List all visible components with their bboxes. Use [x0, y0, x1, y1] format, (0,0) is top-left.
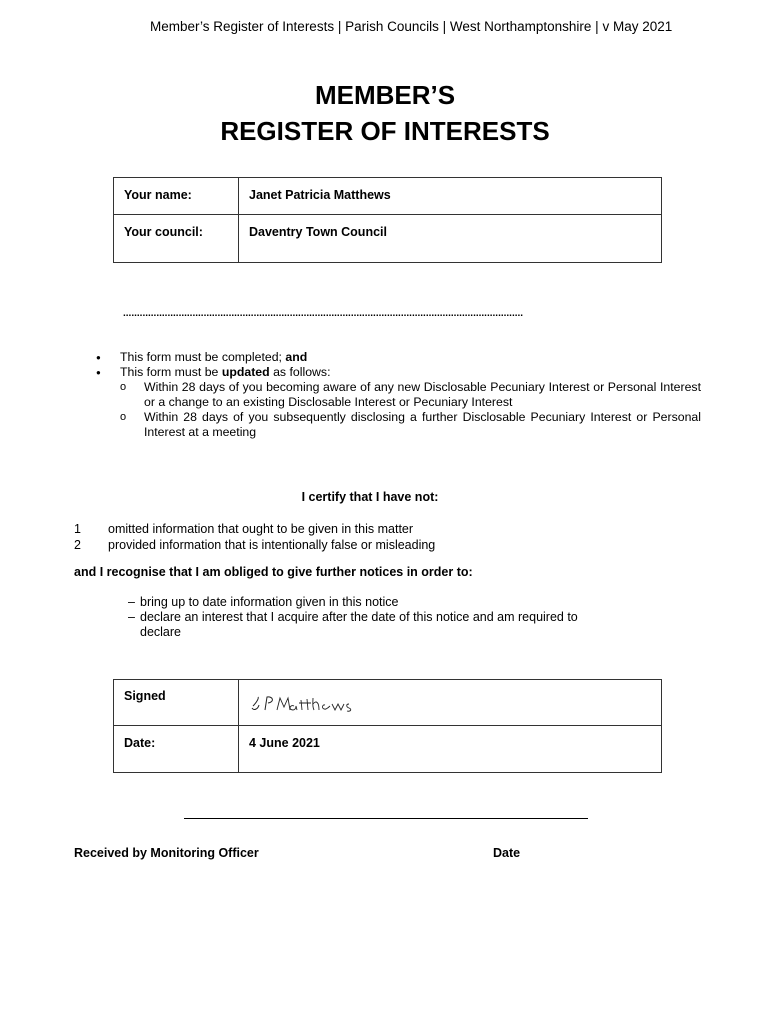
- certify-item-text: provided information that is intentionally false or misleading: [108, 538, 436, 552]
- date-label-cell: [114, 726, 239, 773]
- document-title-line2: REGISTER OF INTERESTS: [220, 116, 550, 146]
- instruction-item: [96, 365, 701, 440]
- recognise-statement: and I recognise that I am obliged to give further notices in order to:: [74, 565, 473, 579]
- certify-item-number: 2: [74, 538, 81, 552]
- certify-item-text: omitted information that ought to be given in this matter: [108, 522, 414, 536]
- instruction-text: as follows:: [269, 365, 331, 379]
- certify-item-number: 1: [74, 522, 81, 536]
- update-condition: o Within 28 days of you subsequently disclosing a further Disclosable Pecuniary Interest or Personal Interest at a meeting: [120, 410, 701, 440]
- council-label-cell: [114, 215, 239, 263]
- certify-item: [74, 537, 435, 553]
- signed-label-cell: [114, 680, 239, 726]
- name-value-cell: [239, 178, 662, 215]
- obligation-item: [128, 595, 608, 610]
- obligation-text: declare an interest that I acquire after the date of this notice and am required to declare: [140, 610, 578, 639]
- received-by-label: Received by Monitoring Officer: [74, 846, 259, 860]
- council-value-cell: [239, 215, 662, 263]
- dash-marker: –: [128, 595, 135, 609]
- certify-list: [74, 521, 435, 553]
- signature-cell: [239, 680, 662, 726]
- obligations-list: [128, 595, 608, 640]
- signed-label: Signed: [124, 689, 166, 703]
- update-condition: o Within 28 days of you becoming aware of any new Disclosable Pecuniary Interest or Personal Interest or a change to an existing Disclosable Interest or Pecuniary Interest: [120, 380, 701, 410]
- member-details-table: [113, 177, 662, 263]
- update-conditions-list: [120, 380, 701, 440]
- dotted-separator: ................................................................................................................................................: [123, 311, 524, 317]
- date-label: Date:: [124, 736, 156, 750]
- page-header: Member’s Register of Interests | Parish Councils | West Northamptonshire | v May 2021: [150, 19, 673, 34]
- instructions-list: [96, 350, 701, 440]
- date-value-cell: [239, 726, 662, 773]
- instruction-bold: and: [285, 350, 308, 364]
- certify-item: [74, 521, 435, 537]
- signature-table: [113, 679, 662, 773]
- obligation-text: bring up to date information given in this notice: [140, 595, 399, 609]
- obligation-item: [128, 610, 608, 640]
- footer-date-label: Date: [493, 846, 521, 860]
- dash-marker: –: [128, 610, 135, 624]
- instruction-bold: updated: [221, 365, 270, 379]
- handwritten-signature: [249, 690, 389, 720]
- council-label: Your council:: [124, 225, 203, 239]
- signature-line: [184, 818, 588, 819]
- instruction-item: [96, 350, 701, 365]
- name-label-cell: [114, 178, 239, 215]
- council-value: Daventry Town Council: [249, 225, 387, 239]
- instruction-text: This form must be completed;: [120, 350, 286, 364]
- name-label: Your name:: [124, 188, 192, 202]
- document-title-line1: MEMBER’S: [314, 80, 456, 110]
- name-value: Janet Patricia Matthews: [249, 188, 391, 202]
- instruction-text: This form must be: [120, 365, 222, 379]
- date-value: 4 June 2021: [249, 736, 320, 750]
- certify-heading: I certify that I have not:: [301, 490, 439, 504]
